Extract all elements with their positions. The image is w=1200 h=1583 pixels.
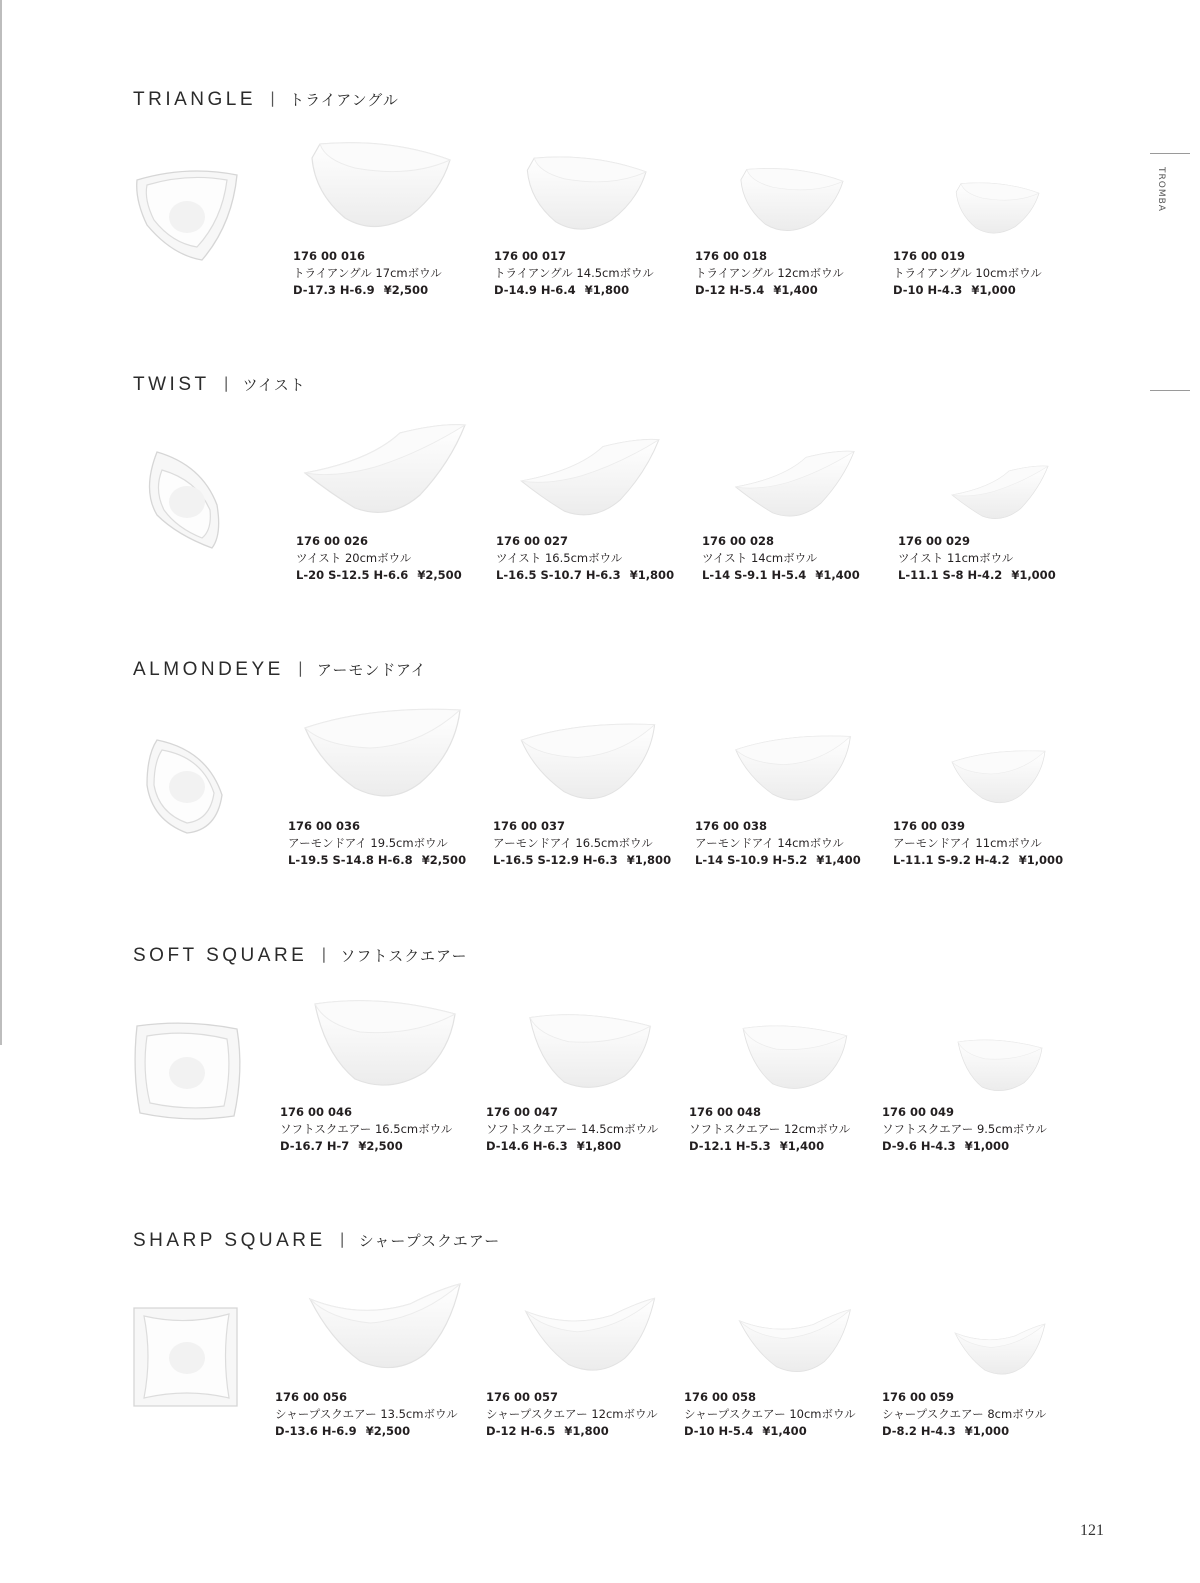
product-dimensions: D-10 H-4.3 bbox=[893, 283, 963, 297]
product-price: ¥1,800 bbox=[564, 1424, 609, 1438]
product-bowl-image bbox=[732, 450, 858, 528]
product-dimensions: D-12.1 H-5.3 bbox=[689, 1139, 771, 1153]
page-number: 121 bbox=[1080, 1522, 1104, 1539]
product-price: ¥1,400 bbox=[762, 1424, 807, 1438]
product-name: アーモンドアイ 16.5cmボウル bbox=[493, 836, 653, 850]
product-name: シャープスクエアー 8cmボウル bbox=[882, 1407, 1047, 1421]
product-dimensions: D-8.2 H-4.3 bbox=[882, 1424, 956, 1438]
product-info bbox=[684, 1389, 856, 1440]
stacked-set-image bbox=[132, 1021, 242, 1121]
product-dimensions: D-10 H-5.4 bbox=[684, 1424, 754, 1438]
product-dimensions: D-12 H-6.5 bbox=[486, 1424, 556, 1438]
product-bowl-image bbox=[300, 994, 470, 1099]
product-code: 176 00 058 bbox=[684, 1390, 757, 1404]
product-price: ¥1,000 bbox=[1018, 853, 1064, 867]
product-price: ¥2,500 bbox=[417, 568, 462, 582]
product-bowl-image bbox=[949, 1321, 1051, 1384]
product-price: ¥1,400 bbox=[779, 1139, 825, 1153]
product-bowl-image bbox=[300, 138, 470, 243]
section-title-en: ALMONDEYE bbox=[133, 659, 284, 680]
product-name: シャープスクエアー 13.5cmボウル bbox=[275, 1407, 458, 1421]
section-title-jp: ソフトスクエアー bbox=[340, 947, 468, 965]
product-bowl-image bbox=[949, 180, 1051, 243]
product-code: 176 00 059 bbox=[882, 1390, 955, 1404]
stacked-set-image bbox=[132, 450, 242, 550]
title-separator: | bbox=[223, 374, 229, 392]
product-price: ¥2,500 bbox=[383, 283, 429, 297]
product-name: トライアングル 14.5cmボウル bbox=[494, 266, 654, 280]
product-dimensions: L-11.1 S-8 H-4.2 bbox=[898, 568, 1003, 582]
product-dimensions: L-14 S-9.1 H-5.4 bbox=[702, 568, 807, 582]
product-code: 176 00 027 bbox=[496, 534, 569, 548]
section-title-jp: トライアングル bbox=[289, 91, 399, 109]
product-price: ¥2,500 bbox=[365, 1424, 411, 1438]
product-dimensions: L-19.5 S-14.8 H-6.8 bbox=[288, 853, 413, 867]
product-price: ¥1,400 bbox=[815, 568, 860, 582]
product-dimensions: L-16.5 S-10.7 H-6.3 bbox=[496, 568, 621, 582]
product-code: 176 00 029 bbox=[898, 534, 971, 548]
side-tab-bottom-line bbox=[1150, 390, 1190, 391]
section-title bbox=[133, 374, 306, 396]
product-code: 176 00 037 bbox=[493, 819, 566, 833]
product-bowl-image bbox=[949, 465, 1051, 528]
title-separator: | bbox=[339, 1230, 345, 1248]
product-code: 176 00 018 bbox=[695, 249, 768, 263]
product-price: ¥1,800 bbox=[626, 853, 672, 867]
product-dimensions: L-16.5 S-12.9 H-6.3 bbox=[493, 853, 618, 867]
product-code: 176 00 039 bbox=[893, 819, 966, 833]
stacked-set-image bbox=[132, 735, 242, 835]
side-index-tab bbox=[1150, 153, 1190, 393]
product-code: 176 00 019 bbox=[893, 249, 966, 263]
product-code: 176 00 028 bbox=[702, 534, 775, 548]
product-price: ¥2,500 bbox=[421, 853, 467, 867]
product-name: ソフトスクエアー 16.5cmボウル bbox=[280, 1122, 453, 1136]
product-dimensions: L-14 S-10.9 H-5.2 bbox=[695, 853, 808, 867]
section-title bbox=[133, 1230, 500, 1252]
product-bowl-image bbox=[517, 1009, 663, 1099]
product-name: ツイスト 11cmボウル bbox=[898, 551, 1014, 565]
product-bowl-image bbox=[517, 723, 663, 813]
product-name: ソフトスクエアー 14.5cmボウル bbox=[486, 1122, 659, 1136]
product-price: ¥1,800 bbox=[629, 568, 675, 582]
product-dimensions: D-14.9 H-6.4 bbox=[494, 283, 576, 297]
product-code: 176 00 057 bbox=[486, 1390, 559, 1404]
product-price: ¥1,000 bbox=[964, 1139, 1010, 1153]
product-code: 176 00 016 bbox=[293, 249, 366, 263]
product-price: ¥1,400 bbox=[816, 853, 861, 867]
product-dimensions: D-9.6 H-4.3 bbox=[882, 1139, 956, 1153]
product-dimensions: D-17.3 H-6.9 bbox=[293, 283, 375, 297]
stacked-set-image bbox=[132, 1306, 242, 1406]
product-price: ¥1,400 bbox=[773, 283, 818, 297]
stacked-set-image bbox=[132, 165, 242, 265]
product-name: トライアングル 10cmボウル bbox=[893, 266, 1042, 280]
section-title-jp: ツイスト bbox=[242, 376, 306, 394]
section-twist bbox=[0, 285, 1150, 582]
product-bowl-image bbox=[949, 1036, 1051, 1099]
product-price: ¥1,000 bbox=[971, 283, 1016, 297]
product-name: アーモンドアイ 11cmボウル bbox=[893, 836, 1042, 850]
product-price: ¥1,800 bbox=[584, 283, 630, 297]
product-bowl-image bbox=[517, 1294, 663, 1384]
product-dimensions: L-11.1 S-9.2 H-4.2 bbox=[893, 853, 1010, 867]
product-bowl-image bbox=[732, 1306, 858, 1384]
product-code: 176 00 056 bbox=[275, 1390, 348, 1404]
product-price: ¥1,800 bbox=[576, 1139, 622, 1153]
product-code: 176 00 049 bbox=[882, 1105, 955, 1119]
product-bowl-image bbox=[300, 708, 470, 813]
product-bowl-image bbox=[732, 165, 858, 243]
side-tab-label: TROMBA bbox=[1156, 167, 1166, 212]
section-title-en: SHARP SQUARE bbox=[133, 1230, 326, 1251]
product-info bbox=[275, 1389, 458, 1440]
product-dimensions: D-13.6 H-6.9 bbox=[275, 1424, 357, 1438]
product-bowl-image bbox=[300, 423, 470, 528]
product-dimensions: L-20 S-12.5 H-6.6 bbox=[296, 568, 409, 582]
section-title bbox=[133, 89, 399, 111]
section-title-jp: シャープスクエアー bbox=[358, 1232, 501, 1250]
section-almondeye bbox=[0, 570, 1150, 867]
product-bowl-image bbox=[300, 1279, 470, 1384]
product-name: ツイスト 20cmボウル bbox=[296, 551, 412, 565]
product-price: ¥2,500 bbox=[358, 1139, 403, 1153]
product-code: 176 00 048 bbox=[689, 1105, 762, 1119]
section-title bbox=[133, 945, 468, 967]
product-dimensions: D-14.6 H-6.3 bbox=[486, 1139, 568, 1153]
product-price: ¥1,000 bbox=[964, 1424, 1010, 1438]
product-name: トライアングル 12cmボウル bbox=[695, 266, 844, 280]
product-name: トライアングル 17cmボウル bbox=[293, 266, 442, 280]
product-name: アーモンドアイ 19.5cmボウル bbox=[288, 836, 448, 850]
product-name: ツイスト 16.5cmボウル bbox=[496, 551, 623, 565]
product-code: 176 00 026 bbox=[296, 534, 369, 548]
product-name: ソフトスクエアー 12cmボウル bbox=[689, 1122, 851, 1136]
product-code: 176 00 036 bbox=[288, 819, 361, 833]
product-code: 176 00 017 bbox=[494, 249, 567, 263]
section-title bbox=[133, 659, 427, 681]
section-title-jp: アーモンドアイ bbox=[316, 661, 427, 679]
title-separator: | bbox=[321, 945, 327, 963]
product-bowl-image bbox=[517, 438, 663, 528]
product-bowl-image bbox=[732, 735, 858, 813]
product-code: 176 00 038 bbox=[695, 819, 768, 833]
section-title-en: TRIANGLE bbox=[133, 89, 257, 110]
section-triangle bbox=[0, 0, 1150, 297]
product-bowl-image bbox=[732, 1021, 858, 1099]
product-dimensions: D-12 H-5.4 bbox=[695, 283, 765, 297]
product-price: ¥1,000 bbox=[1011, 568, 1056, 582]
product-dimensions: D-16.7 H-7 bbox=[280, 1139, 350, 1153]
product-name: ソフトスクエアー 9.5cmボウル bbox=[882, 1122, 1047, 1136]
title-separator: | bbox=[270, 89, 276, 107]
product-bowl-image bbox=[517, 153, 663, 243]
section-soft-square bbox=[0, 856, 1150, 1153]
section-title-en: TWIST bbox=[133, 374, 210, 395]
product-name: アーモンドアイ 14cmボウル bbox=[695, 836, 844, 850]
product-info bbox=[486, 1389, 658, 1440]
product-code: 176 00 047 bbox=[486, 1105, 559, 1119]
product-info bbox=[882, 1389, 1046, 1440]
product-code: 176 00 046 bbox=[280, 1105, 353, 1119]
product-bowl-image bbox=[949, 750, 1051, 813]
title-separator: | bbox=[297, 659, 303, 677]
side-tab-top-line bbox=[1150, 153, 1190, 154]
section-title-en: SOFT SQUARE bbox=[133, 945, 308, 966]
product-name: ツイスト 14cmボウル bbox=[702, 551, 818, 565]
product-name: シャープスクエアー 12cmボウル bbox=[486, 1407, 658, 1421]
section-sharp-square bbox=[0, 1141, 1150, 1438]
product-name: シャープスクエアー 10cmボウル bbox=[684, 1407, 856, 1421]
